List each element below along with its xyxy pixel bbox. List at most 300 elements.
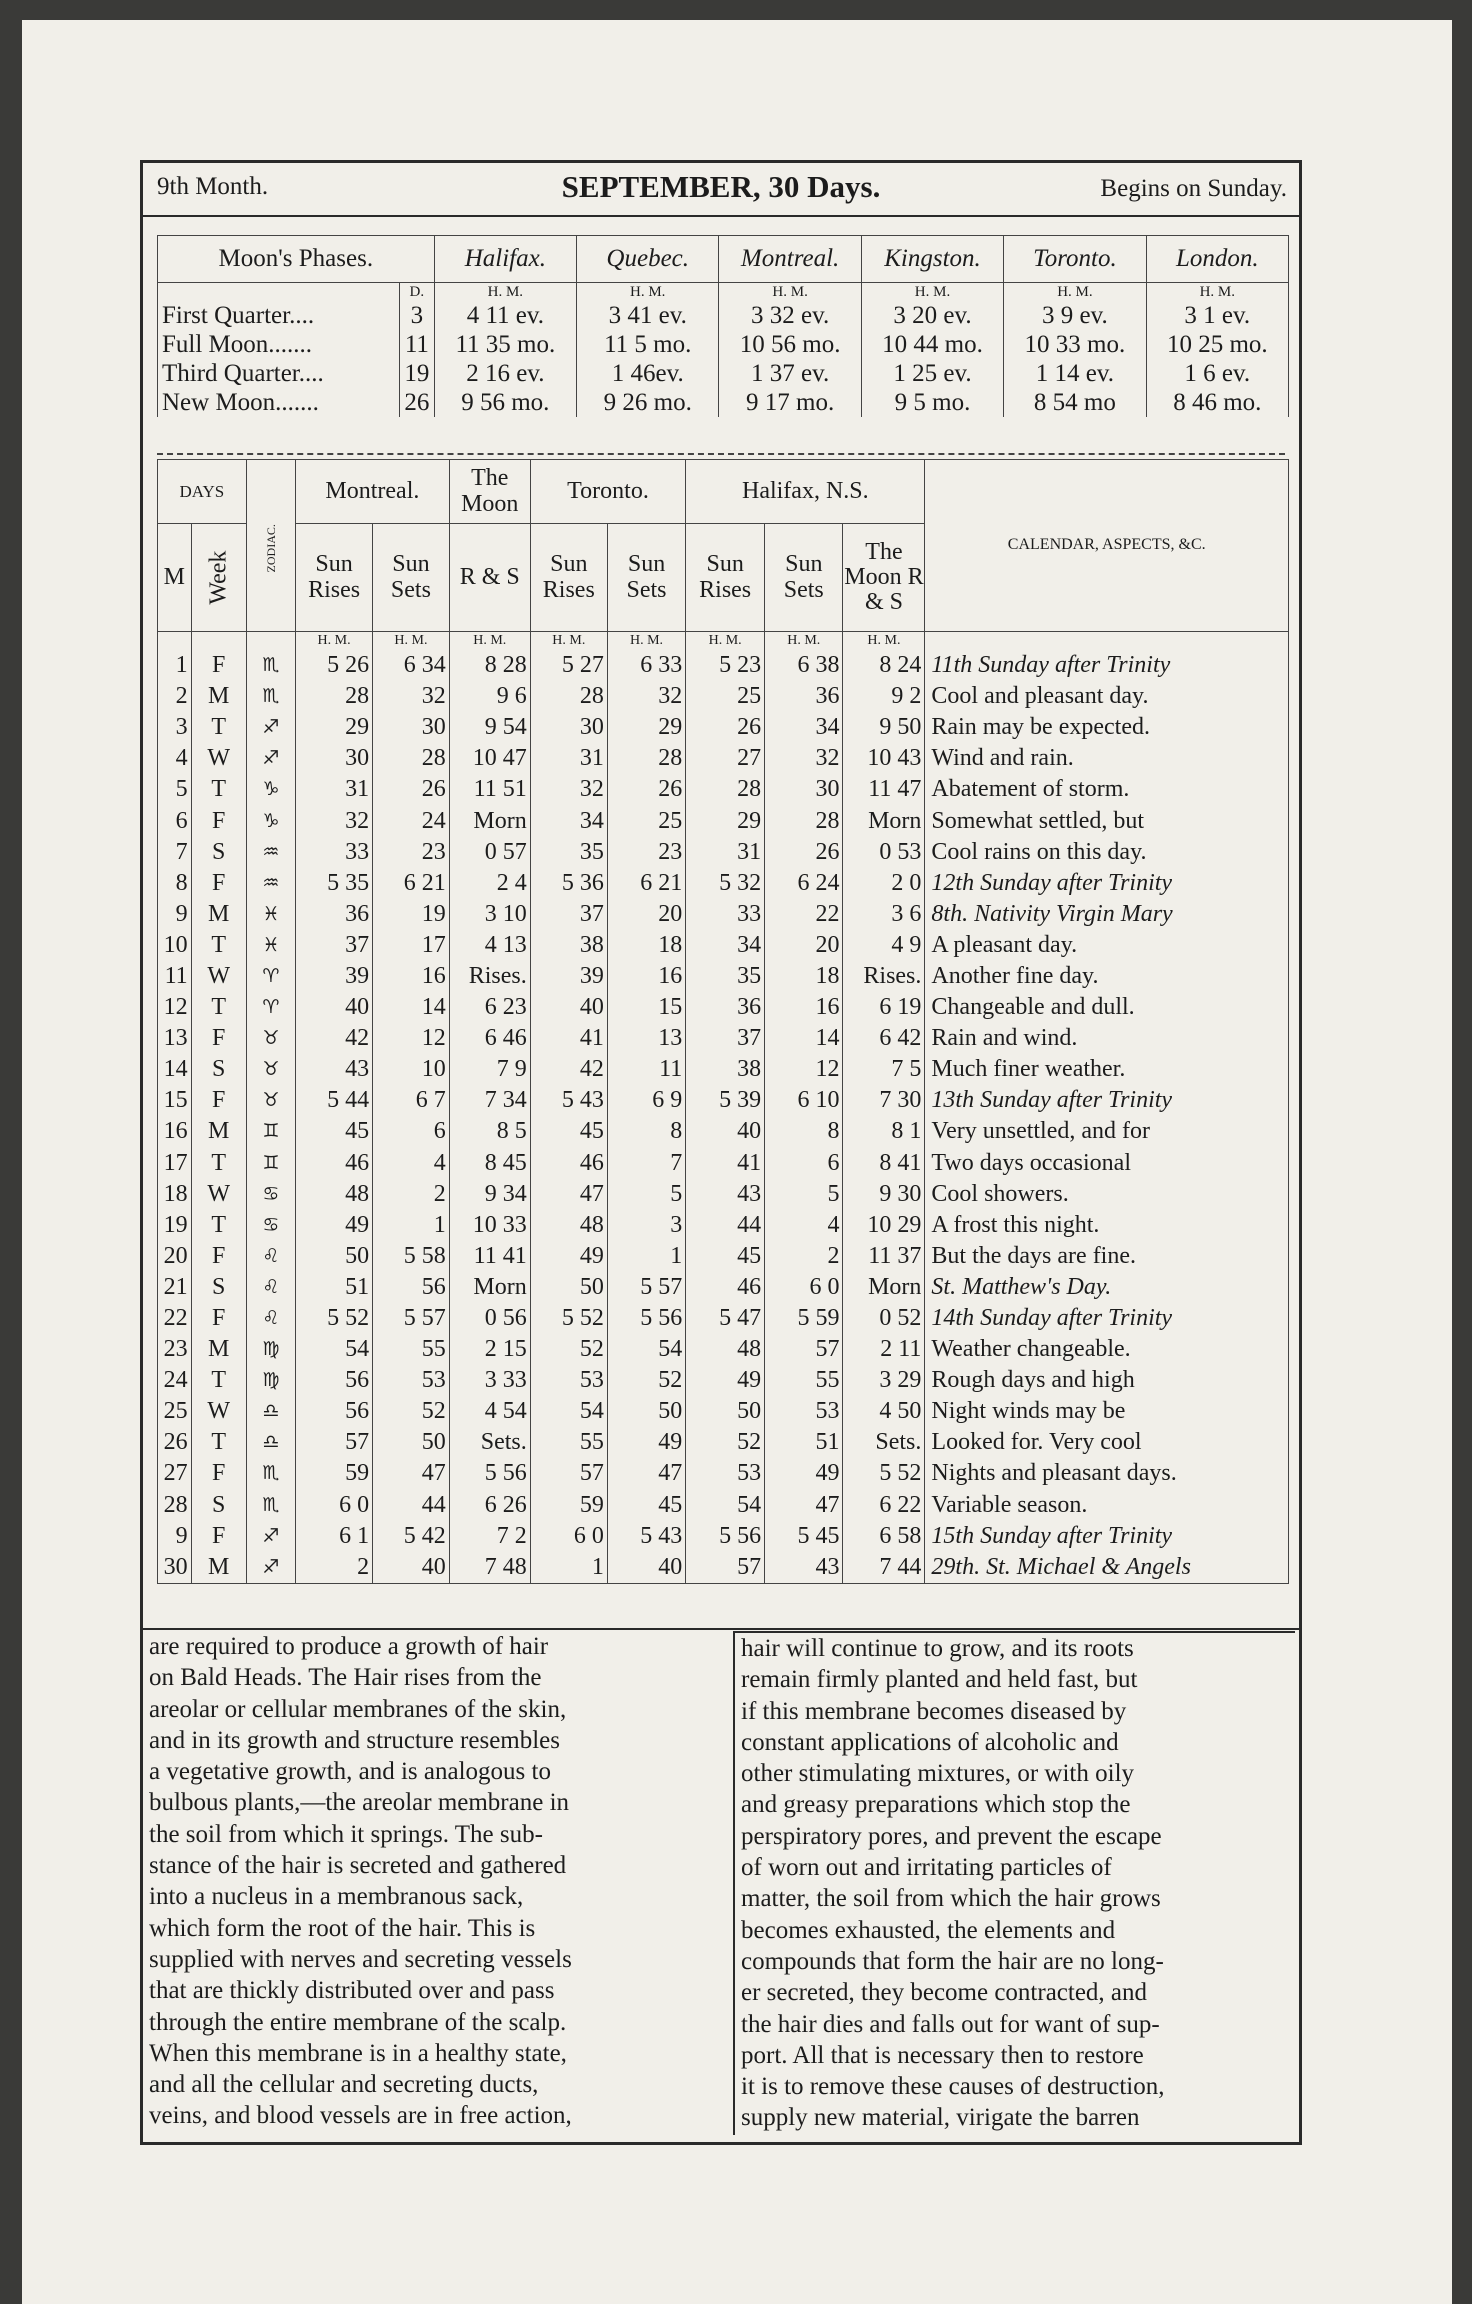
month-day: 19 [158, 1210, 192, 1241]
halifax-sunset: 14 [765, 1023, 843, 1054]
halifax-moon: 6 22 [843, 1490, 925, 1521]
zodiac-sign: ♍ [246, 1334, 295, 1365]
toronto-sunrise: 45 [530, 1116, 607, 1147]
toronto-sunset: 5 43 [607, 1521, 685, 1552]
halifax-moon: 6 19 [843, 992, 925, 1023]
zodiac-sign: ♏ [246, 1490, 295, 1521]
montreal-sunrise: 5 52 [296, 1303, 373, 1334]
toronto-sunset: 5 [607, 1179, 685, 1210]
month-day: 14 [158, 1054, 192, 1085]
halifax-moon: Morn [843, 1272, 925, 1303]
zodiac-sign: ♐ [246, 743, 295, 774]
montreal-sunset: 5 58 [373, 1241, 450, 1272]
calendar-note: Wind and rain. [925, 743, 1289, 774]
weekday: M [191, 899, 246, 930]
montreal-sunrise: 33 [296, 837, 373, 868]
calendar-note: St. Matthew's Day. [925, 1272, 1289, 1303]
montreal-sunrise: 46 [296, 1148, 373, 1179]
article-line: areolar or cellular membranes of the skin, [149, 1695, 567, 1723]
day-row [158, 1490, 1289, 1521]
halifax-moon: 11 47 [843, 774, 925, 805]
halifax-sunrise: 52 [686, 1427, 765, 1458]
day-unit: D. [400, 283, 435, 302]
month-day: 24 [158, 1365, 192, 1396]
phase-time: 10 56 mo. [719, 330, 861, 359]
montreal-sunrise: 30 [296, 743, 373, 774]
montreal-sunset: 6 21 [373, 868, 450, 899]
moon-rs-header: R & S [449, 524, 530, 632]
halifax-moon: 9 50 [843, 712, 925, 743]
toronto-header: Toronto. [530, 460, 685, 524]
toronto-sunrise: 38 [530, 930, 607, 961]
day-row [158, 1458, 1289, 1489]
halifax-sunrise: 49 [686, 1365, 765, 1396]
montreal-sunrise: 48 [296, 1179, 373, 1210]
halifax-moon: 8 1 [843, 1116, 925, 1147]
hm-unit: H. M. [1004, 283, 1146, 302]
montreal-sunset: 26 [373, 774, 450, 805]
hm-unit: H. M. [719, 283, 861, 302]
article-line: When this membrane is in a healthy state, [149, 2039, 567, 2067]
montreal-sunset: 44 [373, 1490, 450, 1521]
phase-time: 1 6 ev. [1146, 359, 1288, 388]
halifax-moon: 10 29 [843, 1210, 925, 1241]
month-day: 1 [158, 650, 192, 681]
montreal-sunset: 1 [373, 1210, 450, 1241]
zodiac-sign: ♊ [246, 1116, 295, 1147]
halifax-sunset: 26 [765, 837, 843, 868]
weekday: F [191, 650, 246, 681]
phase-row [158, 359, 1289, 388]
weekday: S [191, 837, 246, 868]
phase-row [158, 301, 1289, 330]
article-column-left [149, 1631, 721, 2135]
weekday: S [191, 1490, 246, 1521]
phase-time: 10 33 mo. [1004, 330, 1146, 359]
phase-time: 4 11 ev. [434, 301, 576, 330]
calendar-note: Night winds may be [925, 1396, 1289, 1427]
halifax-sunrise: 27 [686, 743, 765, 774]
halifax-sunrise: 54 [686, 1490, 765, 1521]
phase-time: 3 20 ev. [861, 301, 1003, 330]
city-halifax: Halifax. [434, 236, 576, 283]
moon-rise-set: 3 33 [449, 1365, 530, 1396]
halifax-moon: Morn [843, 805, 925, 836]
day-row [158, 1054, 1289, 1085]
sun-sets-header: Sun Sets [373, 524, 450, 632]
weekday: T [191, 930, 246, 961]
toronto-sunset: 47 [607, 1458, 685, 1489]
phase-time: 10 25 mo. [1146, 330, 1288, 359]
day-row [158, 1427, 1289, 1458]
halifax-sunset: 8 [765, 1116, 843, 1147]
montreal-sunset: 2 [373, 1179, 450, 1210]
halifax-sunrise: 36 [686, 992, 765, 1023]
weekday: T [191, 774, 246, 805]
article-line: remain firmly planted and held fast, but [741, 1666, 1138, 1694]
hm-unit: H. M. [449, 632, 530, 651]
month-day: 17 [158, 1148, 192, 1179]
halifax-sunset: 47 [765, 1490, 843, 1521]
phase-time: 3 1 ev. [1146, 301, 1288, 330]
phase-name: New Moon....... [158, 388, 400, 417]
hm-unit: H. M. [373, 632, 450, 651]
weekday: T [191, 1210, 246, 1241]
toronto-sunrise: 28 [530, 681, 607, 712]
day-row [158, 1365, 1289, 1396]
moon-rise-set: Morn [449, 805, 530, 836]
zodiac-sign: ♎ [246, 1396, 295, 1427]
article-rule [143, 1628, 1299, 1630]
month-day: 30 [158, 1552, 192, 1584]
moon-rise-set: 7 9 [449, 1054, 530, 1085]
toronto-sunset: 5 57 [607, 1272, 685, 1303]
montreal-sunset: 6 7 [373, 1085, 450, 1116]
toronto-sunrise: 42 [530, 1054, 607, 1085]
calendar-note: But the days are fine. [925, 1241, 1289, 1272]
month-day: 25 [158, 1396, 192, 1427]
halifax-moon: 0 53 [843, 837, 925, 868]
montreal-sunrise: 5 26 [296, 650, 373, 681]
montreal-sunrise: 59 [296, 1458, 373, 1489]
halifax-sunrise: 26 [686, 712, 765, 743]
toronto-sunset: 6 9 [607, 1085, 685, 1116]
zodiac-sign: ♑ [246, 805, 295, 836]
montreal-sunrise: 31 [296, 774, 373, 805]
phase-day: 11 [400, 330, 435, 359]
month-day: 2 [158, 681, 192, 712]
phase-time: 9 26 mo. [577, 388, 719, 417]
montreal-sunset: 28 [373, 743, 450, 774]
calendar-note: Nights and pleasant days. [925, 1458, 1289, 1489]
halifax-sunset: 20 [765, 930, 843, 961]
halifax-sunset: 12 [765, 1054, 843, 1085]
halifax-sunset: 34 [765, 712, 843, 743]
toronto-sunrise: 57 [530, 1458, 607, 1489]
article-line: constant applications of alcoholic and [741, 1728, 1119, 1756]
calendar-note: Two days occasional [925, 1148, 1289, 1179]
zodiac-sign: ♒ [246, 837, 295, 868]
city-quebec: Quebec. [577, 236, 719, 283]
begins-label: Begins on Sunday. [1100, 175, 1287, 202]
article-line: hair will continue to grow, and its roots [741, 1635, 1134, 1662]
day-row [158, 1521, 1289, 1552]
toronto-sunset: 7 [607, 1148, 685, 1179]
article-line: which form the root of the hair. This is [149, 1914, 536, 1942]
montreal-header: Montreal. [296, 460, 450, 524]
weekday: S [191, 1272, 246, 1303]
halifax-sunset: 6 0 [765, 1272, 843, 1303]
month-day: 26 [158, 1427, 192, 1458]
zodiac-sign: ♊ [246, 1148, 295, 1179]
toronto-sunset: 20 [607, 899, 685, 930]
halifax-sunset: 49 [765, 1458, 843, 1489]
calendar-note: Variable season. [925, 1490, 1289, 1521]
halifax-sunset: 4 [765, 1210, 843, 1241]
montreal-sunset: 55 [373, 1334, 450, 1365]
halifax-moon: 4 9 [843, 930, 925, 961]
calendar-note: Rain may be expected. [925, 712, 1289, 743]
day-row [158, 1179, 1289, 1210]
page-frame [140, 160, 1302, 2145]
halifax-sunset: 6 38 [765, 650, 843, 681]
halifax-moon: 4 50 [843, 1396, 925, 1427]
weekday: T [191, 1427, 246, 1458]
sun-sets-header: Sun Sets [607, 524, 685, 632]
zodiac-sign: ♐ [246, 1552, 295, 1584]
halifax-sunrise: 41 [686, 1148, 765, 1179]
dashed-separator [157, 453, 1285, 455]
moon-rise-set: 3 10 [449, 899, 530, 930]
calendar-note: Cool and pleasant day. [925, 681, 1289, 712]
halifax-sunrise: 5 23 [686, 650, 765, 681]
montreal-sunrise: 5 44 [296, 1085, 373, 1116]
moon-rise-set: 9 6 [449, 681, 530, 712]
moon-rise-set: 7 48 [449, 1552, 530, 1584]
halifax-sunset: 5 59 [765, 1303, 843, 1334]
phase-time: 3 32 ev. [719, 301, 861, 330]
article-line: matter, the soil from which the hair grows [741, 1885, 1161, 1913]
weekday: F [191, 1241, 246, 1272]
halifax-sunset: 53 [765, 1396, 843, 1427]
toronto-sunset: 28 [607, 743, 685, 774]
montreal-sunrise: 5 35 [296, 868, 373, 899]
montreal-sunrise: 45 [296, 1116, 373, 1147]
halifax-sunrise: 35 [686, 961, 765, 992]
halifax-sunset: 55 [765, 1365, 843, 1396]
article-line: on Bald Heads. The Hair rises from the [149, 1664, 542, 1692]
toronto-sunrise: 40 [530, 992, 607, 1023]
montreal-sunrise: 37 [296, 930, 373, 961]
toronto-sunset: 6 21 [607, 868, 685, 899]
weekday: T [191, 1148, 246, 1179]
month-day: 3 [158, 712, 192, 743]
article-line: that are thickly distributed over and pass [149, 1977, 555, 2005]
calendar-note: 13th Sunday after Trinity [925, 1085, 1289, 1116]
hm-unit: H. M. [434, 283, 576, 302]
toronto-sunrise: 47 [530, 1179, 607, 1210]
article-line: supply new material, virigate the barren [741, 2104, 1140, 2132]
article-line: if this membrane becomes diseased by [741, 1697, 1127, 1725]
montreal-sunrise: 6 1 [296, 1521, 373, 1552]
toronto-sunset: 29 [607, 712, 685, 743]
month-day: 12 [158, 992, 192, 1023]
halifax-moon: 8 24 [843, 650, 925, 681]
halifax-sunset: 6 [765, 1148, 843, 1179]
halifax-sunrise: 5 39 [686, 1085, 765, 1116]
month-day: 9 [158, 899, 192, 930]
halifax-moon: Rises. [843, 961, 925, 992]
moon-rise-set: 10 47 [449, 743, 530, 774]
moon-rise-set: 11 41 [449, 1241, 530, 1272]
halifax-sunset: 5 45 [765, 1521, 843, 1552]
article-line: a vegetative growth, and is analogous to [149, 1758, 551, 1786]
day-row [158, 868, 1289, 899]
montreal-sunrise: 56 [296, 1396, 373, 1427]
moon-rise-set: Rises. [449, 961, 530, 992]
toronto-sunset: 50 [607, 1396, 685, 1427]
weekday: T [191, 1365, 246, 1396]
hm-unit: H. M. [1146, 283, 1288, 302]
phase-row [158, 330, 1289, 359]
halifax-sunset: 6 10 [765, 1085, 843, 1116]
montreal-sunrise: 50 [296, 1241, 373, 1272]
zodiac-sign: ♓ [246, 899, 295, 930]
weekday: F [191, 1303, 246, 1334]
toronto-sunrise: 34 [530, 805, 607, 836]
halifax-sunset: 36 [765, 681, 843, 712]
toronto-sunset: 13 [607, 1023, 685, 1054]
hm-unit: H. M. [530, 632, 607, 651]
toronto-sunrise: 54 [530, 1396, 607, 1427]
day-row [158, 681, 1289, 712]
montreal-sunrise: 40 [296, 992, 373, 1023]
toronto-sunset: 18 [607, 930, 685, 961]
calendar-note: 12th Sunday after Trinity [925, 868, 1289, 899]
toronto-sunrise: 50 [530, 1272, 607, 1303]
zodiac-sign: ♏ [246, 1458, 295, 1489]
montreal-sunrise: 49 [296, 1210, 373, 1241]
zodiac-sign: ♌ [246, 1303, 295, 1334]
article-line: veins, and blood vessels are in free action, [149, 2102, 572, 2130]
toronto-sunset: 54 [607, 1334, 685, 1365]
article-line: other stimulating mixtures, or with oily [741, 1760, 1135, 1788]
calendar-note: Cool showers. [925, 1179, 1289, 1210]
montreal-sunset: 14 [373, 992, 450, 1023]
toronto-sunrise: 5 52 [530, 1303, 607, 1334]
halifax-moon: Sets. [843, 1427, 925, 1458]
zodiac-sign: ♏ [246, 650, 295, 681]
toronto-sunrise: 32 [530, 774, 607, 805]
halifax-sunrise: 57 [686, 1552, 765, 1584]
toronto-sunset: 16 [607, 961, 685, 992]
moon-rise-set: 6 23 [449, 992, 530, 1023]
article-line: of worn out and irritating particles of [741, 1854, 1112, 1882]
day-row [158, 1148, 1289, 1179]
article-line: compounds that form the hair are no long- [741, 1947, 1164, 1975]
phase-time: 1 14 ev. [1004, 359, 1146, 388]
moon-header: The Moon [449, 460, 530, 524]
weekday: W [191, 1179, 246, 1210]
moon-rise-set: 8 45 [449, 1148, 530, 1179]
phase-time: 8 54 mo [1004, 388, 1146, 417]
month-day: 16 [158, 1116, 192, 1147]
phase-time: 1 46ev. [577, 359, 719, 388]
article-line: are required to produce a growth of hair [149, 1633, 549, 1660]
weekday: W [191, 1396, 246, 1427]
article-line: er secreted, they become contracted, and [741, 1979, 1148, 2007]
article-column-right [733, 1631, 1295, 2135]
halifax-sunrise: 37 [686, 1023, 765, 1054]
calendar-header: CALENDAR, ASPECTS, &C. [925, 460, 1289, 632]
month-day-header: M [158, 524, 192, 632]
city-london: London. [1146, 236, 1288, 283]
toronto-sunrise: 49 [530, 1241, 607, 1272]
halifax-moon: 5 52 [843, 1458, 925, 1489]
zodiac-sign: ♒ [246, 868, 295, 899]
calendar-note: Somewhat settled, but [925, 805, 1289, 836]
montreal-sunset: 50 [373, 1427, 450, 1458]
day-row [158, 1241, 1289, 1272]
month-day: 23 [158, 1334, 192, 1365]
hm-unit: H. M. [861, 283, 1003, 302]
zodiac-sign: ♋ [246, 1179, 295, 1210]
toronto-sunset: 5 56 [607, 1303, 685, 1334]
toronto-sunrise: 55 [530, 1427, 607, 1458]
halifax-sunrise: 40 [686, 1116, 765, 1147]
calendar-note: Rough days and high [925, 1365, 1289, 1396]
montreal-sunset: 5 42 [373, 1521, 450, 1552]
day-row [158, 1210, 1289, 1241]
hm-unit: H. M. [296, 632, 373, 651]
article-line: becomes exhausted, the elements and [741, 1916, 1116, 1944]
phase-time: 8 46 mo. [1146, 388, 1288, 417]
day-row [158, 1303, 1289, 1334]
halifax-moon: 10 43 [843, 743, 925, 774]
weekday: F [191, 1521, 246, 1552]
montreal-sunset: 16 [373, 961, 450, 992]
halifax-moon: 7 30 [843, 1085, 925, 1116]
calendar-note: Changeable and dull. [925, 992, 1289, 1023]
halifax-sunset: 18 [765, 961, 843, 992]
halifax-moon: 0 52 [843, 1303, 925, 1334]
halifax-moon: 2 11 [843, 1334, 925, 1365]
montreal-sunset: 56 [373, 1272, 450, 1303]
toronto-sunrise: 30 [530, 712, 607, 743]
halifax-sunrise: 50 [686, 1396, 765, 1427]
toronto-sunrise: 59 [530, 1490, 607, 1521]
month-day: 15 [158, 1085, 192, 1116]
zodiac-header [246, 460, 295, 632]
halifax-header: Halifax, N.S. [686, 460, 925, 524]
day-row [158, 1552, 1289, 1584]
moon-rise-set: Morn [449, 1272, 530, 1303]
toronto-sunset: 8 [607, 1116, 685, 1147]
montreal-sunset: 53 [373, 1365, 450, 1396]
city-kingston: Kingston. [861, 236, 1003, 283]
phase-time: 2 16 ev. [434, 359, 576, 388]
calendar-note: 29th. St. Michael & Angels [925, 1552, 1289, 1584]
montreal-sunset: 6 34 [373, 650, 450, 681]
phase-time: 9 5 mo. [861, 388, 1003, 417]
day-row [158, 992, 1289, 1023]
halifax-moon: 11 37 [843, 1241, 925, 1272]
toronto-sunset: 40 [607, 1552, 685, 1584]
montreal-sunset: 40 [373, 1552, 450, 1584]
days-header: DAYS [158, 460, 247, 524]
halifax-sunrise: 43 [686, 1179, 765, 1210]
calendar-note: 11th Sunday after Trinity [925, 650, 1289, 681]
toronto-sunrise: 53 [530, 1365, 607, 1396]
zodiac-sign: ♍ [246, 1365, 295, 1396]
page-title: SEPTEMBER, 30 Days. [561, 169, 881, 204]
day-row [158, 961, 1289, 992]
weekday: F [191, 1085, 246, 1116]
day-row [158, 774, 1289, 805]
montreal-sunset: 5 57 [373, 1303, 450, 1334]
calendar-note: Another fine day. [925, 961, 1289, 992]
phase-name: Full Moon....... [158, 330, 400, 359]
halifax-sunrise: 25 [686, 681, 765, 712]
hm-unit: H. M. [577, 283, 719, 302]
article-line: through the entire membrane of the scalp. [149, 2008, 567, 2036]
montreal-sunset: 24 [373, 805, 450, 836]
calendar-note: 15th Sunday after Trinity [925, 1521, 1289, 1552]
day-row [158, 1334, 1289, 1365]
halifax-sunrise: 5 47 [686, 1303, 765, 1334]
day-row [158, 899, 1289, 930]
toronto-sunrise: 52 [530, 1334, 607, 1365]
